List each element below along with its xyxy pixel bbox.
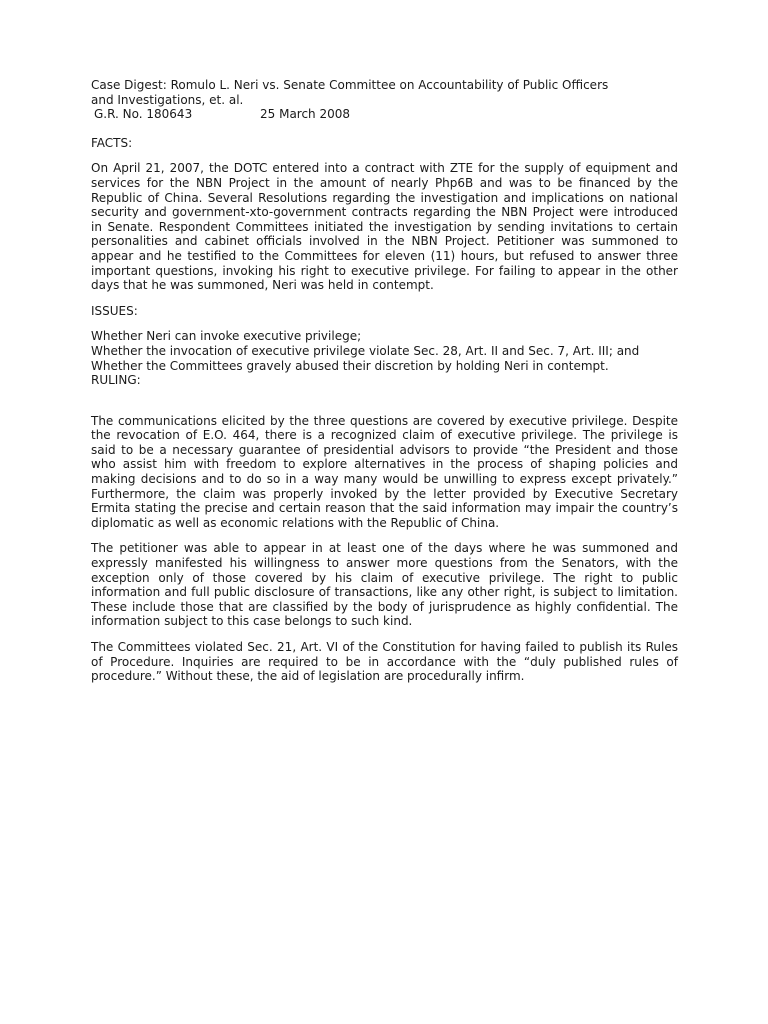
title-line-2: and Investigations, et. al. xyxy=(91,92,244,107)
ruling-paragraph-1: The communications elicited by the three questions are covered by executive privilege. Despite the revocation of E.O. 464, there is a recognized claim of executive privilege. The privilege is said to be a necessary guarantee of presidential advisors to provide “the President and those who assist him with freedom to explore alternatives in the process of shaping policies and making decisions and to do so in a way many would be unwilling to express except privately.” Furthermore, the claim was properly invoked by the letter provided by Executive Secretary Ermita stating the precise and certain reason that the said information may impair the country’s diplomatic as well as economic relations with the Republic of China. xyxy=(91,413,678,530)
ruling-heading: RULING: xyxy=(91,373,141,388)
document-body xyxy=(91,78,678,684)
case-reference xyxy=(91,107,678,122)
ruling-paragraph-3: The Committees violated Sec. 21, Art. VI of the Constitution for having failed to publish its Rules of Procedure. Inquiries are required to be in accordance with the “duly published rules of procedure.” Without these, the aid of legislation are procedurally infirm. xyxy=(91,640,678,684)
facts-heading: FACTS: xyxy=(91,135,133,150)
issues-heading: ISSUES: xyxy=(91,303,138,318)
facts-paragraph: On April 21, 2007, the DOTC entered into a contract with ZTE for the supply of equipment and services for the NBN Project in the amount of nearly Php6B and was to be financed by the Republic of China. Several Resolutions regarding the investigation and implications on national security and government-xto-government contracts regarding the NBN Project were introduced in Senate. Respondent Committees initiated the investigation by sending invitations to certain personalities and cabinet officials involved in the NBN Project. Petitioner was summoned to appear and he testified to the Committees for eleven (11) hours, but refused to answer three important questions, invoking his right to executive privilege. For failing to appear in the other days that he was summoned, Neri was held in contempt. xyxy=(91,161,678,293)
issue-item-2: Whether the invocation of executive privilege violate Sec. 28, Art. II and Sec. 7, Art. III; and xyxy=(91,343,640,358)
title-line-1: Case Digest: Romulo L. Neri vs. Senate Committee on Accountability of Public Officers xyxy=(91,78,609,92)
issue-item-1: Whether Neri can invoke executive privilege; xyxy=(91,329,362,344)
issue-item-3: Whether the Committees gravely abused their discretion by holding Neri in contempt. xyxy=(91,358,609,373)
ruling-paragraph-2: The petitioner was able to appear in at least one of the days where he was summoned and expressly manifested his willingness to answer more questions from the Senators, with the exception only of those covered by his claim of executive privilege. The right to public information and full public disclosure of transactions, like any other right, is subject to limitation. These include those that are classified by the body of jurisprudence as highly confidential. The information subject to this case belongs to such kind. xyxy=(91,541,678,629)
decision-date: 25 March 2008 xyxy=(260,107,351,122)
gr-number: G.R. No. 180643 xyxy=(94,107,193,122)
